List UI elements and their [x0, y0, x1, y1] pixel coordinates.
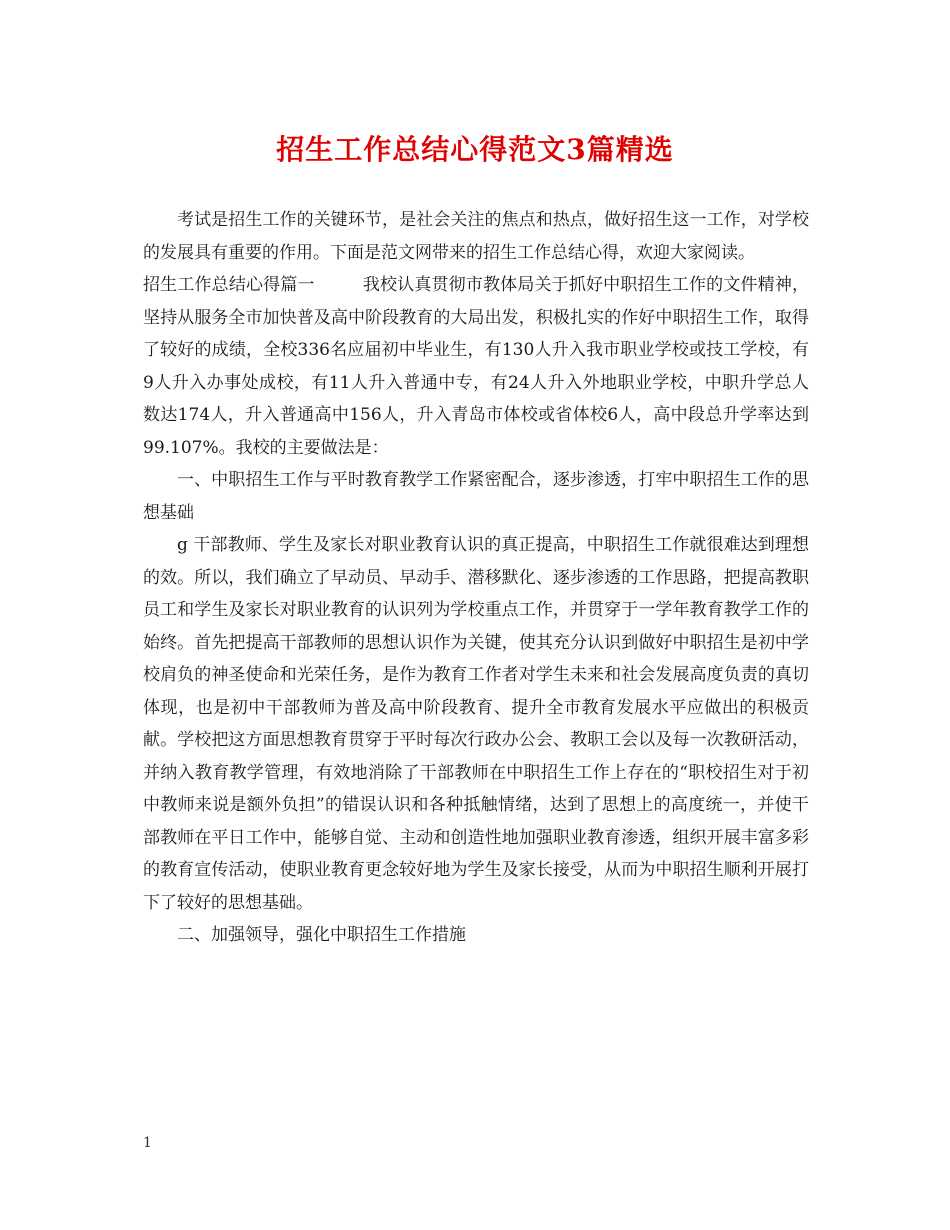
point-two-heading: 二、加强领导，强化中职招生工作措施	[177, 925, 466, 945]
section-one-paragraph	[143, 269, 809, 464]
document-title: 招生工作总结心得范文3篇精选	[276, 133, 674, 166]
point-one-heading: 一、中职招生工作与平时教育教学工作紧密配合，逐步渗透，打牢中职招生工作的思想基础	[143, 470, 809, 523]
intro-paragraph: 考试是招生工作的关键环节，是社会关注的焦点和热点，做好招生这一工作，对学校的发展具有重要的作用。下面是范文网带来的招生工作总结心得，欢迎大家阅读。	[143, 210, 809, 263]
document-body	[143, 204, 809, 952]
point-one-paragraph: g 干部教师、学生及家长对职业教育认识的真正提高，中职招生工作就很难达到理想的效。所以，我们确立了早动员、早动手、潜移默化、逐步渗透的工作思路，把提高教职员工和学生及家长对职业教育的认识列为学校重点工作，并贯穿于一学年教育教学工作的始终。首先把提高干部教师的思想认识作为关键，使其充分认识到做好中职招生是初中学校肩负的神圣使命和光荣任务，是作为教育工作者对学生未来和社会发展高度负责的真切体现，也是初中干部教师为普及高中阶段教育、提升全市教育发展水平应做出的积极贡献。学校把这方面思想教育贯穿于平时每次行政办公会、教职工会以及每一次教研活动，并纳入教育教学管理，有效地消除了干部教师在中职招生工作上存在的“职校招生对于初中教师来说是额外负担”的错误认识和各种抵触情绪，达到了思想上的高度统一，并使干部教师在平日工作中，能够自觉、主动和创造性地加强职业教育渗透，组织开展丰富多彩的教育宣传活动，使职业教育更念较好地为学生及家长接受，从而为中职招生顺利开展打下了较好的思想基础。	[143, 535, 809, 913]
page-number: 1	[143, 1135, 152, 1151]
section-one-heading: 招生工作总结心得篇一	[143, 275, 315, 295]
section-one-text: 我校认真贯彻市教体局关于抓好中职招生工作的文件精神，坚持从服务全市加快普及高中阶段教育的大局出发，积极扎实的作好中职招生工作，取得了较好的成绩，全校336名应届初中毕业生，有130人升入我市职业学校或技工学校，有9人升入办事处成校，有11人升入普通中专，有24人升入外地职业学校，中职升学总人数达174人，升入普通高中156人，升入青岛市体校或省体校6人，高中段总升学率达到99.107%。我校的主要做法是：	[143, 275, 810, 458]
